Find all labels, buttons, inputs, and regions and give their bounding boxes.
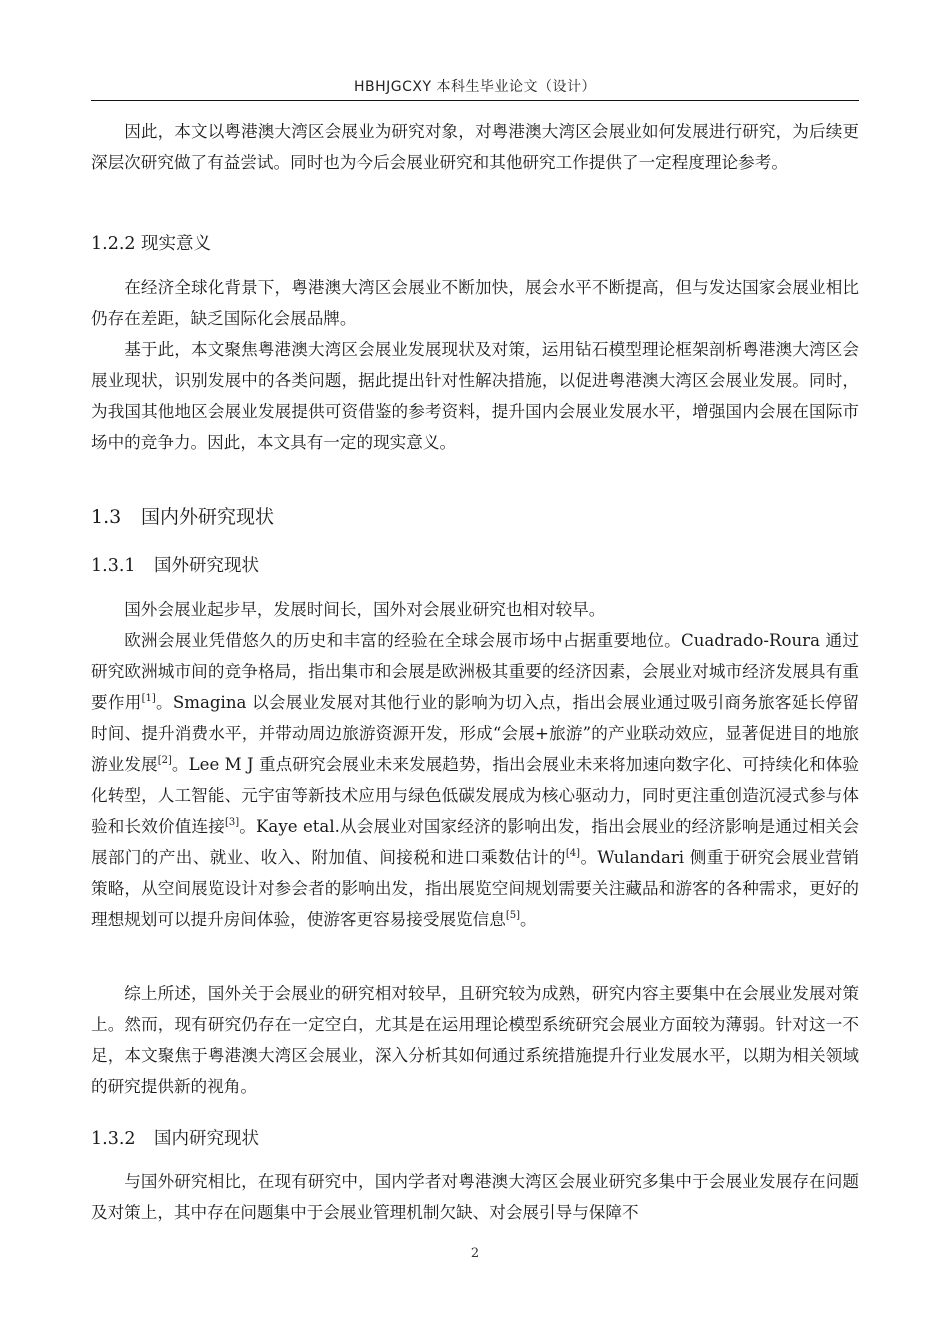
- paragraph-5-text-d: 。Kaye etal.从会展业对国家经济的影响出发，指出会展业的经济影响是通过相关会展部门的产出、就业、收入、附加值、间接税和进口乘数估计的: [91, 817, 859, 867]
- heading-title: 国内研究现状: [154, 1129, 259, 1149]
- heading-1-3-1: [91, 551, 859, 582]
- paragraph-3: 基于此，本文聚焦粤港澳大湾区会展业发展现状及对策，运用钻石模型理论框架剖析粤港澳大湾区会展业现状，识别发展中的各类问题，据此提出针对性解决措施，以促进粤港澳大湾区会展业发展。同时，为我国其他地区会展业发展提供可资借鉴的参考资料，提升国内会展业发展水平，增强国内会展在国际市场中的竞争力。因此，本文具有一定的现实意义。: [91, 340, 859, 452]
- citation-5: [5]: [505, 910, 521, 921]
- paragraph-4: 国外会展业起步早，发展时间长，国外对会展业研究也相对较早。: [124, 600, 606, 619]
- citation-2: [2]: [157, 755, 172, 766]
- heading-title: 国外研究现状: [154, 556, 259, 576]
- paragraph-5-text-e: 。Wulandari 侧重于研究会展业营销策略，从空间展览设计对参会者的影响出发，指出展览空间规划需要关注藏品和游客的各种需求，更好的理想规划可以提升房间体验，使游客更容易接受展览信息: [91, 848, 859, 929]
- header-rule: [91, 100, 859, 101]
- heading-1-3-2: [91, 1124, 859, 1155]
- paragraph-5-text-a: 欧洲会展业凭借悠久的历史和丰富的经验在全球会展市场中占据重要地位。Cuadrado-Roura 通过研究欧洲城市间的竞争格局，指出集市和会展是欧洲极其重要的经济因素，会展业对城市经济发展具有重要作用: [91, 631, 859, 712]
- citation-3: [3]: [224, 817, 240, 828]
- paragraph-5: [91, 625, 859, 935]
- heading-number: 1.2.2: [91, 234, 136, 254]
- heading-number: 1.3: [91, 506, 122, 528]
- page-number: 2: [470, 1246, 480, 1261]
- heading-title: 国内外研究现状: [141, 506, 275, 528]
- heading-number: 1.3.2: [91, 1129, 136, 1149]
- paragraph-5-text-b: 。Smagina 以会展业发展对其他行业的影响为切入点，指出会展业通过吸引商务旅客延长停留时间、提升消费水平，并带动周边旅游资源开发，形成“会展+旅游”的产业联动效应，显著促进目的地旅游业发展: [91, 693, 859, 774]
- citation-1: [1]: [141, 693, 156, 704]
- heading-number: 1.3.1: [91, 556, 136, 576]
- paragraph-5-text-c: 。Lee M J 重点研究会展业未来发展趋势，指出会展业未来将加速向数字化、可持续化和体验化转型，人工智能、元宇宙等新技术应用与绿色低碳发展成为核心驱动力，同时更注重创造沉浸式参与体验和长效价值连接: [91, 755, 860, 836]
- paragraph-7: 与国外研究相比，在现有研究中，国内学者对粤港澳大湾区会展业研究多集中于会展业发展存在问题及对策上，其中存在问题集中于会展业管理机制欠缺、对会展引导与保障不: [91, 1172, 859, 1222]
- paragraph-5-text-f: 。: [520, 910, 537, 929]
- citation-4: [4]: [565, 848, 581, 859]
- paragraph-6: 综上所述，国外关于会展业的研究相对较早，且研究较为成熟，研究内容主要集中在会展业发展对策上。然而，现有研究仍存在一定空白，尤其是在运用理论模型系统研究会展业方面较为薄弱。针对这一不足，本文聚焦于粤港澳大湾区会展业，深入分析其如何通过系统措施提升行业发展水平，以期为相关领域的研究提供新的视角。: [91, 984, 859, 1096]
- paragraph-2: 在经济全球化背景下，粤港澳大湾区会展业不断加快，展会水平不断提高，但与发达国家会展业相比仍存在差距，缺乏国际化会展品牌。: [91, 278, 859, 328]
- heading-1-2-2: [91, 229, 859, 260]
- heading-1-3: [91, 501, 859, 533]
- running-header: HBHJGCXY 本科生毕业论文（设计）: [353, 79, 596, 95]
- paragraph-1: 因此，本文以粤港澳大湾区会展业为研究对象，对粤港澳大湾区会展业如何发展进行研究，为后续更深层次研究做了有益尝试。同时也为今后会展业研究和其他研究工作提供了一定程度理论参考。: [91, 122, 859, 172]
- heading-title: 现实意义: [141, 234, 211, 254]
